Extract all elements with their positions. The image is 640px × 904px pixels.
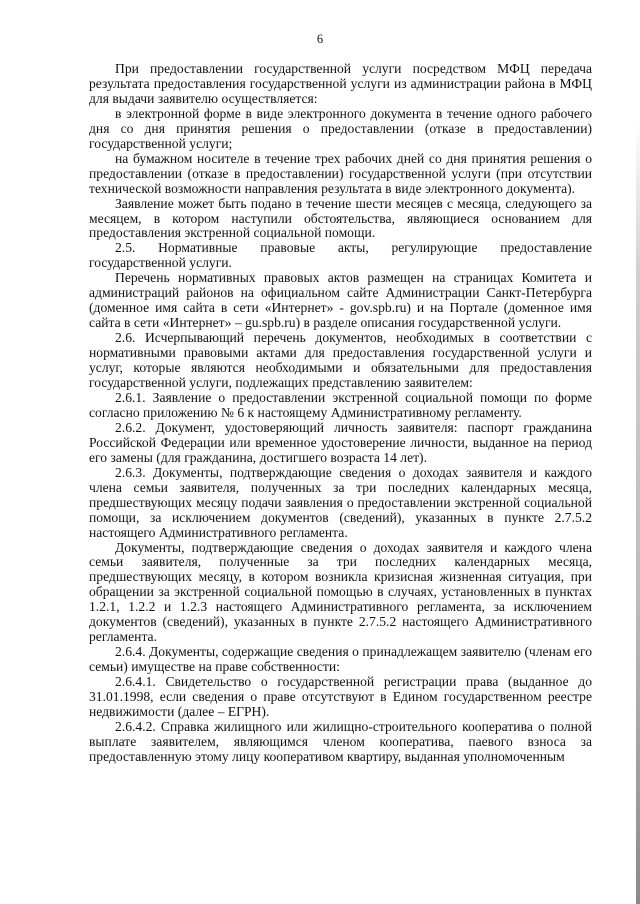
section-heading-2-5: 2.5. Нормативные правовые акты, регулирующие предоставление государственной услуги. — [89, 240, 592, 271]
clause-2-6-4-1: 2.6.4.1. Свидетельство о государственной регистрации права (выданное до 31.01.1998, если сведения о праве отсутствуют в Едином государственном реестре недвижимости (далее – ЕГРН). — [89, 674, 592, 719]
clause-2-6-4: 2.6.4. Документы, содержащие сведения о принадлежащем заявителю (членам его семьи) имуществе на праве собственности: — [89, 644, 592, 675]
paragraph-mfc-transfer: При предоставлении государственной услуги посредством МФЦ передача результата предоставления государственной услуги из администрации района в МФЦ для выдачи заявителю осуществляется: — [89, 61, 592, 106]
clause-2-6-3: 2.6.3. Документы, подтверждающие сведения о доходах заявителя и каждого члена семьи заявителя, полученных за три последних календарных месяца, предшествующих месяцу подачи заявления о предоставлении экстренной социальной помощи, за исключением документов (сведений), указанных в пункте 2.7.5.2 настоящего Административного регламента. — [89, 464, 592, 540]
clause-2-6-4-2: 2.6.4.2. Справка жилищного или жилищно-строительного кооператива о полной выплате заявителем, являющимся членом кооператива, паевого взноса за предоставленную этому лицу кооперативом квартиру, выданная уполномоченным — [89, 718, 592, 764]
page-number: 6 — [316, 32, 324, 46]
paragraph-legal-acts-list: Перечень нормативных правовых актов размещен на страницах Комитета и администраций районов на официальном сайте Администрации Санкт-Петербурга (доменное имя сайта в сети «Интернет» - gov.spb.ru) и на Портале (доменное имя сайта в сети «Интернет» – gu.spb.ru) в разделе описания государственной услуги. — [89, 270, 592, 331]
clause-2-6-1: 2.6.1. Заявление о предоставлении экстренной социальной помощи по форме согласно приложению № 6 к настоящему Административному регламенту. — [89, 389, 592, 420]
scan-edge-shadow — [636, 120, 640, 904]
paragraph-application-period: Заявление может быть подано в течение шести месяцев с месяца, следующего за месяцем, в котором наступили обстоятельства, являющиеся основанием для предоставления экстренной социальной помощи. — [89, 195, 592, 241]
section-heading-2-6: 2.6. Исчерпывающий перечень документов, необходимых в соответствии с нормативными правовыми актами для предоставления государственной услуги и услуг, которые являются необходимыми и обязательными для предоставления государственной услуги, подлежащих представлению заявителем: — [89, 330, 592, 391]
document-body — [89, 62, 592, 765]
clause-2-6-2: 2.6.2. Документ, удостоверяющий личность заявителя: паспорт гражданина Российской Федерации или временное удостоверение личности, выданное на период его замены (для гражданина, достигшего возраста 14 лет). — [89, 419, 592, 465]
paragraph-paper-form: на бумажном носителе в течение трех рабочих дней со дня принятия решения о предоставлении (отказе в предоставлении) государственной услуги (при отсутствии технической возможности направления результата в виде электронного документа). — [89, 150, 592, 196]
paragraph-income-documents: Документы, подтверждающие сведения о доходах заявителя и каждого члена семьи заявителя, полученные за три последних календарных месяца, предшествующих месяцу, в котором возникла кризисная жизненная ситуация, при обращении за экстренной социальной помощью в случаях, установленных в пунктах 1.2.1, 1.2.2 и 1.2.3 настоящего Административного регламента, за исключением документов (сведений), указанных в пункте 2.7.5.2 настоящего Административного регламента. — [89, 539, 592, 645]
paragraph-electronic-form: в электронной форме в виде электронного документа в течение одного рабочего дня со дня принятия решения о предоставлении (отказе в предоставлении) государственной услуги; — [89, 105, 592, 151]
